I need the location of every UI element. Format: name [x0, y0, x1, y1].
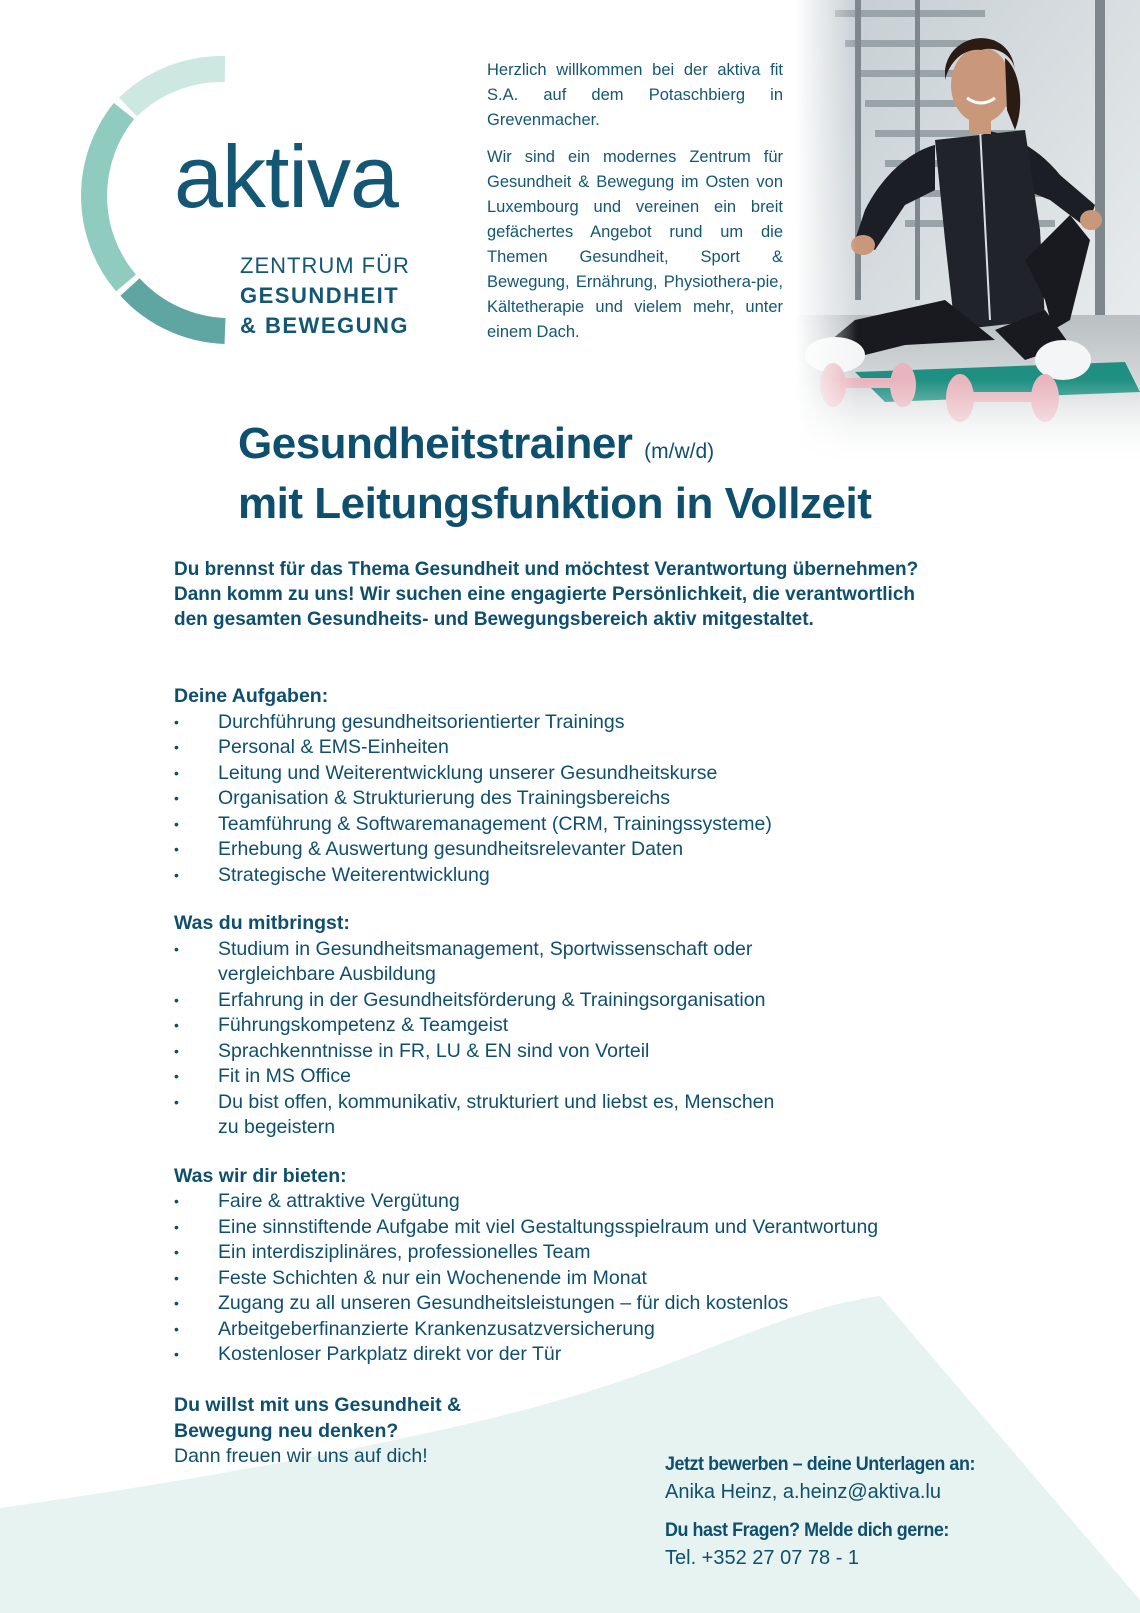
- list-item: • Leitung und Weiterentwicklung unserer Gesundheitskurse: [174, 761, 1034, 787]
- list-item: • Fit in MS Office: [174, 1064, 1034, 1090]
- logo-subline-3: & BEWEGUNG: [240, 313, 409, 338]
- list-item: • Du bist offen, kommunikativ, strukturiert und liebst es, Menschen zu begeistern: [174, 1090, 778, 1141]
- intro-paragraph-2: Wir sind ein modernes Zentrum für Gesundheit & Bewegung im Osten von Luxembourg und vereinen ein breit gefächertes Angebot rund um die Themen Gesundheit, Sport & Bewegung, Ernährung, Physiothera-pie, Kältetherapie und vielem mehr, unter einem Dach.: [487, 148, 783, 341]
- section-heading: Deine Aufgaben:: [174, 685, 329, 707]
- job-title: [238, 418, 871, 530]
- section-heading: Was wir dir bieten:: [174, 1164, 347, 1187]
- section-mitbringst: [174, 911, 1034, 1141]
- intro-text: [487, 58, 783, 357]
- benefit-list: [174, 1189, 1034, 1368]
- list-item: • Zugang zu all unseren Gesundheitsleistungen – für dich kostenlos: [174, 1291, 1034, 1317]
- logo-subline-2: GESUNDHEIT: [240, 283, 400, 308]
- list-item: • Personal & EMS-Einheiten: [174, 735, 1034, 761]
- apply-contact-email[interactable]: Anika Heinz, a.heinz@aktiva.lu: [665, 1481, 941, 1503]
- list-item: • Kostenloser Parkplatz direkt vor der Tür: [174, 1342, 1034, 1368]
- closing-line-1: Du willst mit uns Gesundheit &: [174, 1394, 462, 1416]
- application-contact: [665, 1450, 1002, 1582]
- closing-line-2: Bewegung neu denken?: [174, 1419, 399, 1442]
- list-item: • Durchführung gesundheitsorientierter Trainings: [174, 710, 1034, 736]
- list-item: • Führungskompetenz & Teamgeist: [174, 1013, 1034, 1039]
- job-title-line-2: mit Leitungsfunktion in Vollzeit: [238, 479, 872, 528]
- requirement-list: [174, 937, 1034, 1141]
- list-item: • Faire & attraktive Vergütung: [174, 1189, 1034, 1215]
- list-item: • Strategische Weiterentwicklung: [174, 863, 1034, 889]
- closing-text: [174, 1393, 461, 1470]
- logo-wordmark: aktiva: [174, 127, 398, 226]
- job-title-suffix: (m/w/d): [644, 440, 715, 463]
- lead-line-1: Du brennst für das Thema Gesundheit und möchtest Verantwortung übernehmen?: [174, 559, 919, 580]
- list-item: • Organisation & Strukturierung des Trainingsbereichs: [174, 786, 1034, 812]
- section-aufgaben: [174, 684, 1034, 888]
- list-item: • Feste Schichten & nur ein Wochenende im Monat: [174, 1266, 1034, 1292]
- woman-fitness-photo: [795, 0, 1140, 462]
- intro-paragraph-1: Herzlich willkommen bei der aktiva fit S.A. auf dem Potaschbierg in Grevenmacher.: [487, 61, 783, 129]
- questions-heading: Du hast Fragen? Melde dich gerne:: [665, 1519, 949, 1541]
- list-item: • Teamführung & Softwaremanagement (CRM, Trainingssysteme): [174, 812, 1034, 838]
- closing-line-3: Dann freuen wir uns auf dich!: [174, 1445, 428, 1467]
- list-item: • Erhebung & Auswertung gesundheitsrelevanter Daten: [174, 837, 1034, 863]
- list-item: • Erfahrung in der Gesundheitsförderung & Trainingsorganisation: [174, 988, 1034, 1014]
- list-item: • Arbeitgeberfinanzierte Krankenzusatzversicherung: [174, 1317, 1034, 1343]
- job-title-main: Gesundheitstrainer: [238, 419, 633, 468]
- list-item: • Ein interdisziplinäres, professionelles Team: [174, 1240, 1034, 1266]
- list-item: • Studium in Gesundheitsmanagement, Sportwissenschaft oder vergleichbare Ausbildung: [174, 937, 838, 988]
- list-item: • Sprachkenntnisse in FR, LU & EN sind von Vorteil: [174, 1039, 1034, 1065]
- section-heading: Was du mitbringst:: [174, 912, 350, 934]
- lead-line-3: den gesamten Gesundheits- und Bewegungsbereich aktiv mitgestaltet.: [174, 609, 814, 630]
- lead-line-2: Dann komm zu uns! Wir suchen eine engagierte Persönlichkeit, die verantwortlich: [174, 584, 915, 605]
- job-title-line-1: [238, 418, 871, 478]
- apply-heading: Jetzt bewerben – deine Unterlagen an:: [665, 1453, 975, 1475]
- list-item: • Eine sinnstiftende Aufgabe mit viel Gestaltungsspielraum und Verantwortung: [174, 1215, 1034, 1241]
- lead-paragraph: [174, 557, 1074, 632]
- task-list: [174, 710, 1034, 889]
- job-sections: [174, 684, 1034, 1391]
- contact-phone[interactable]: Tel. +352 27 07 78 - 1: [665, 1547, 860, 1569]
- logo-subline-1: ZENTRUM FÜR: [240, 253, 410, 278]
- aktiva-logo: [80, 55, 420, 345]
- section-bieten: [174, 1164, 1034, 1368]
